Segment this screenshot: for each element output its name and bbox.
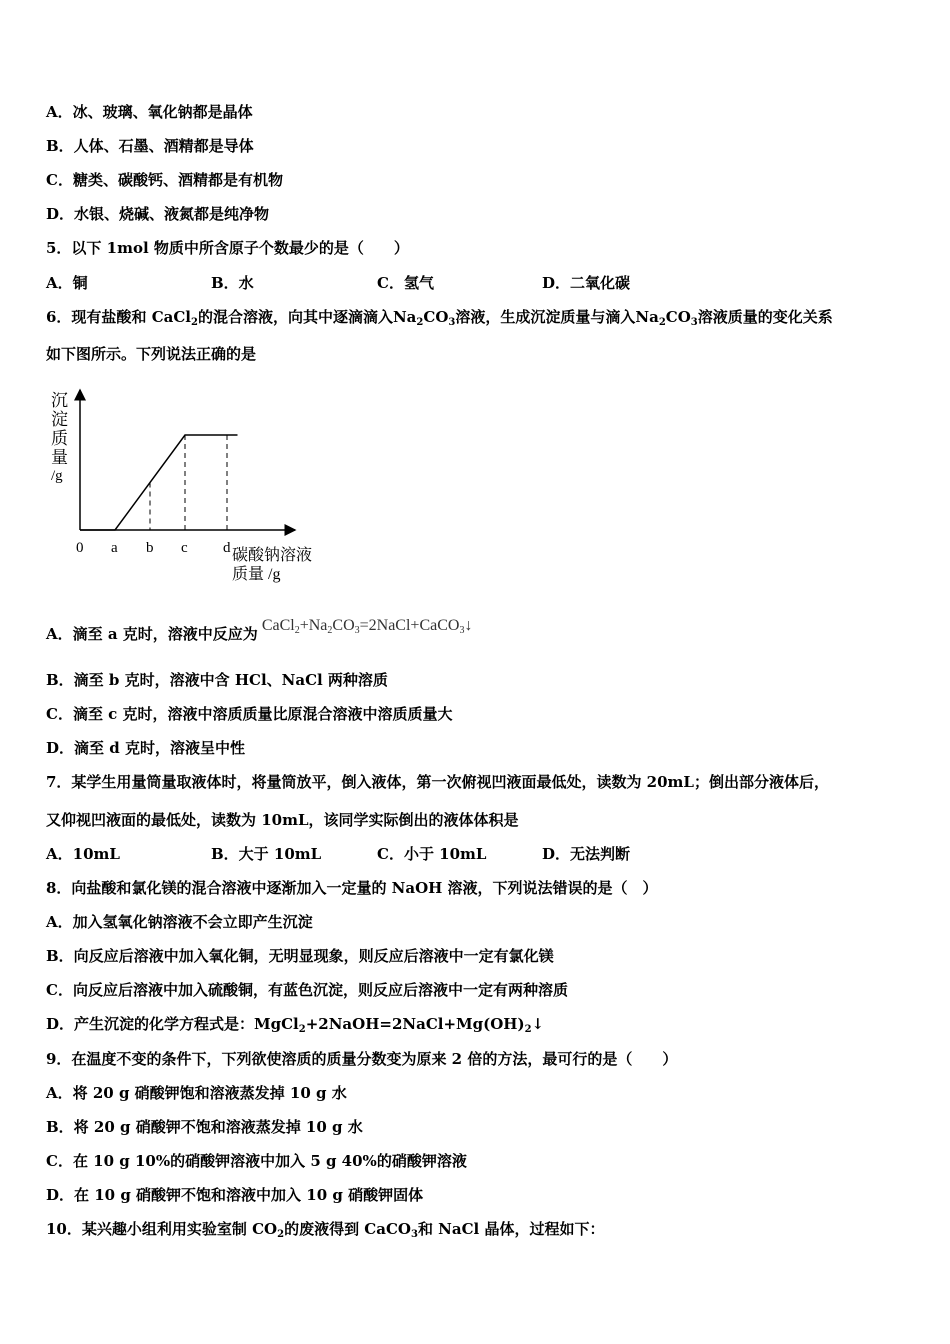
q7-option-c: C．小于 10mL [377, 845, 487, 863]
x-tick-d: d [223, 540, 231, 556]
x-label-line1: 碳酸钠溶液 [232, 547, 313, 564]
q7-option-b: B．大于 10mL [211, 845, 322, 863]
q6-option-a-equation: $CaCl_2+Na_2CO_3=2NaCl+CaCO_3↓$ [261, 617, 473, 636]
x-tick-a: a [111, 540, 118, 556]
q6-stem-part1: 6．现有盐酸和 [46, 308, 147, 326]
q9-option-c: C．在 10 g 10%的硝酸钾溶液中加入 5 g 40%的硝酸钾溶液 [46, 1152, 467, 1170]
q6-stem [46, 307, 833, 327]
q8-option-a: A．加入氢氧化钠溶液不会立即产生沉淀 [46, 913, 313, 931]
y-label-5: /g [51, 468, 63, 484]
q6-na2co3-first: $Na_2CO_3$ [392, 308, 456, 328]
q7-option-a: A．10mL [46, 845, 120, 863]
q7-stem-line2: 又仰视凹液面的最低处，读数为 10mL，该同学实际倒出的液体体积是 [46, 811, 519, 829]
q8-option-c: C．向反应后溶液中加入硫酸铜，有蓝色沉淀，则反应后溶液中一定有两种溶质 [46, 981, 568, 999]
q6-na2co3-second: $Na_2CO_3$ [635, 308, 698, 328]
origin-label: 0 [76, 540, 84, 556]
q9-stem: 9．在温度不变的条件下，下列欲使溶质的质量分数变为原来 2 倍的方法，最可行的是（ ） [46, 1050, 678, 1068]
q6-stem-part4: 溶液质量的变化关系 [697, 308, 833, 326]
q4-option-a: A．冰、玻璃、氧化钠都是晶体 [46, 103, 253, 121]
q6-stem-part3: 溶液，生成沉淀质量与滴入 [455, 308, 636, 326]
y-label-1: 沉 [51, 391, 68, 410]
q6-option-c: C．滴至 c 克时，溶液中溶质质量比原混合溶液中溶质质量大 [46, 705, 453, 723]
precipitate-chart [40, 380, 340, 590]
y-label-2: 淀 [51, 410, 68, 429]
q4-option-c: C．糖类、碳酸钙、酒精都是有机物 [46, 171, 283, 189]
q6-option-b: B．滴至 b 克时，溶液中含 HCl、NaCl 两种溶质 [46, 671, 388, 689]
q5-option-b: B．水 [211, 274, 254, 292]
x-tick-c: c [181, 540, 188, 556]
q6-option-a-text: A．滴至 a 克时，溶液中反应为 [46, 625, 258, 643]
q5-option-c: C．氢气 [377, 274, 434, 292]
q9-option-b: B．将 20 g 硝酸钾不饱和溶液蒸发掉 10 g 水 [46, 1118, 363, 1136]
q7-option-d: D．无法判断 [542, 845, 631, 863]
q9-option-d: D．在 10 g 硝酸钾不饱和溶液中加入 10 g 硝酸钾固体 [46, 1186, 424, 1204]
q8-option-b: B．向反应后溶液中加入氧化铜，无明显现象，则反应后溶液中一定有氯化镁 [46, 947, 554, 965]
q10-stem: 10．某兴趣小组利用实验室制 $CO_2$的废液得到 CaCO$_3$和 NaCl 晶体，过程如下： [46, 1220, 605, 1240]
q9-option-a: A．将 20 g 硝酸钾饱和溶液蒸发掉 10 g 水 [46, 1084, 347, 1102]
q6-stem-part2: 的混合溶液，向其中逐滴滴入 [197, 308, 393, 326]
series-line [80, 435, 238, 530]
q6-option-d: D．滴至 d 克时，溶液呈中性 [46, 739, 245, 757]
q6-stem-line2: 如下图所示。下列说法正确的是 [46, 345, 257, 363]
y-label-4: 量 [51, 448, 68, 467]
q6-cacl2: CaCl$_2$ [151, 308, 198, 328]
q7-stem-line1: 7．某学生用量筒量取液体时，将量筒放平，倒入液体，第一次俯视凹液面最低处，读数为 20mL；倒出部分液体后， [46, 773, 829, 791]
q8-stem: 8．向盐酸和氯化镁的混合溶液中逐渐加入一定量的 NaOH 溶液，下列说法错误的是（ ） [46, 879, 658, 897]
q6-option-a [46, 617, 473, 645]
q4-option-b: B．人体、石墨、酒精都是导体 [46, 137, 254, 155]
x-label-line2: 质量 /g [232, 566, 281, 583]
q5-option-a: A．铜 [46, 274, 88, 292]
q8-option-d: D．产生沉淀的化学方程式是：$MgCl_2+2NaOH=2NaCl+Mg(OH)_2↓$ [46, 1015, 545, 1035]
q4-option-d: D．水银、烧碱、液氮都是纯净物 [46, 205, 270, 223]
y-label-3: 质 [51, 429, 68, 448]
q5-stem: 5．以下 1mol 物质中所含原子个数最少的是（ ） [46, 239, 409, 257]
q5-option-d: D．二氧化碳 [542, 274, 631, 292]
x-tick-b: b [146, 540, 154, 556]
